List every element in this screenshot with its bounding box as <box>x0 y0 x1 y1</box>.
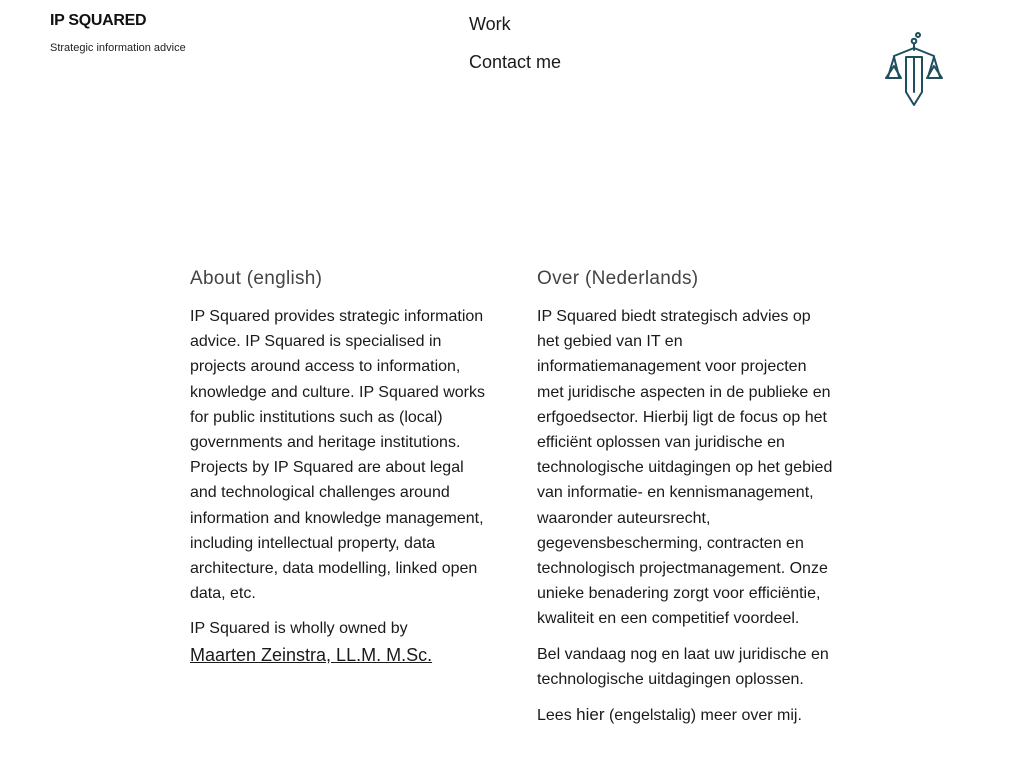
owner-link[interactable]: Maarten Zeinstra, LL.M. M.Sc. <box>190 644 433 665</box>
read-more-suffix: (engelstalig) meer over mij. <box>604 707 802 725</box>
ownership-paragraph <box>190 616 490 668</box>
about-dutch-paragraph: IP Squared biedt strategisch advies op het gebied van IT en informatiemanagement voor projecten met juridische aspecten in de publieke en erfgoedsector. Hierbij ligt de focus op het efficiënt oplossen van juridische en technologische uitdagingen op het gebied van informatie- en kennismanagement, waaronder auteursrecht, gegevensbescherming, contracten en technologisch projectmanagement. Onze unieke benadering zorgt voor efficiëntie, kwaliteit en een competitief voordeel. <box>537 308 833 628</box>
about-dutch-heading: Over (Nederlands) <box>537 268 699 289</box>
main-navigation <box>469 12 561 88</box>
scales-of-justice-icon <box>880 30 948 110</box>
read-more-prefix: Lees <box>537 707 577 725</box>
site-title-link[interactable]: IP SQUARED <box>50 12 147 29</box>
site-tagline: Strategic information advice <box>50 42 186 54</box>
read-more-paragraph <box>537 702 837 728</box>
call-to-action-paragraph: Bel vandaag nog en laat uw juridische en technologische uitdagingen oplossen. <box>537 645 829 688</box>
read-more-link[interactable]: hier <box>576 705 605 725</box>
nav-item-contact[interactable]: Contact me <box>469 52 562 72</box>
ownership-text: IP Squared is wholly owned by <box>190 620 408 638</box>
about-english-paragraph: IP Squared provides strategic information advice. IP Squared is specialised in projects around access to information, knowledge and culture. IP Squared works for public institutions such as (local) governments and heritage institutions. Projects by IP Squared are about legal and technological challenges around information and knowledge management, including intellectual property, data architecture, data modelling, linked open data, etc. <box>190 308 485 603</box>
about-english-section <box>190 266 490 679</box>
site-branding <box>50 12 186 54</box>
about-dutch-section <box>537 266 837 738</box>
nav-item-work[interactable]: Work <box>469 14 511 34</box>
about-english-heading: About (english) <box>190 268 323 289</box>
